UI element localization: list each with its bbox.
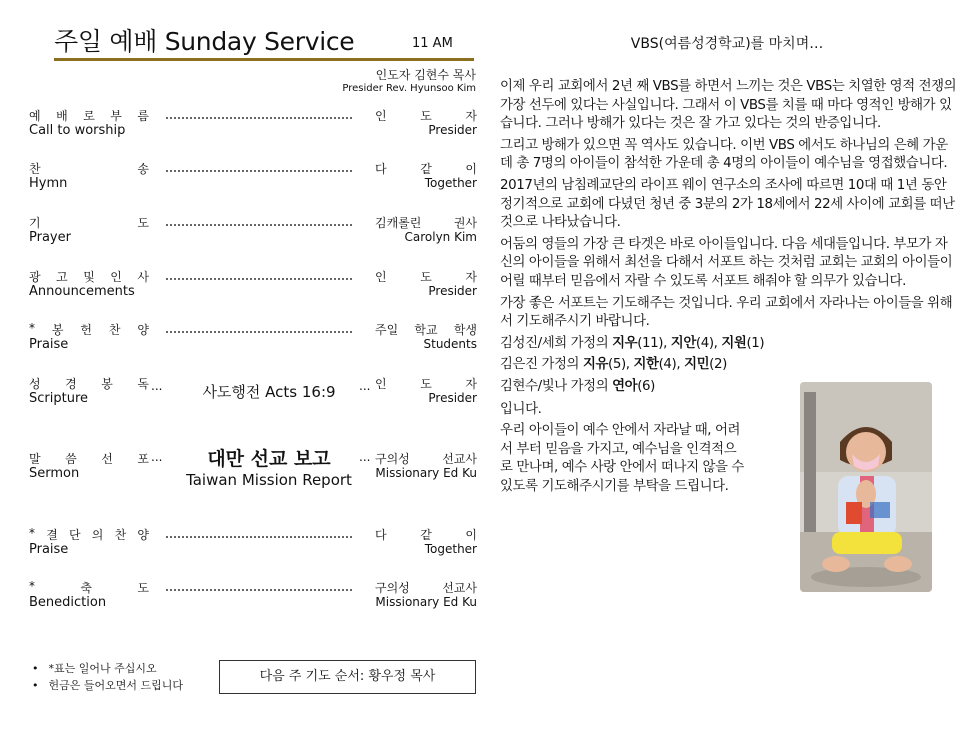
leader-en: Presider [428,391,477,405]
title-divider [54,58,474,61]
family-name: 김성진/세희 가정의 [500,335,613,351]
leader-en: Carolyn Kim [404,230,477,244]
article-paragraph: 가장 좋은 서포트는 기도해주는 것입니다. 우리 교회에서 자라나는 아이들을 위해서 기도해주시기 바랍니다. [500,295,953,330]
family-name: 김현수/빛나 가정의 [500,378,613,394]
dot-leader [165,274,353,283]
child-age: (11) [637,335,664,351]
order-item-en: Prayer [29,230,71,245]
child-age: (1) [746,335,765,351]
note-stand: • *표는 일어나 주십시오 [32,660,183,677]
order-row [29,375,477,415]
order-item-ko: 성 경 봉 독 [29,377,149,391]
leader-ko: 인 도 자 [375,377,477,391]
order-item-en: Praise [29,337,69,352]
order-row [29,321,477,361]
child-age: (6) [637,378,655,394]
leader-ko: 김캐롤린 권사 [375,216,477,230]
presider-en: Presider Rev. Hyunsoo Kim [342,83,476,94]
article-paragraph: 그리고 방해가 있으면 꼭 역사도 있습니다. 이번 VBS 에서도 하나님의 은혜 가운데 총 7명의 아이들이 참석한 가운데 총 4명의 아이들이 예수님을 영접했습니다. [500,137,948,172]
leader-ko: 주일 학교 학생 [375,323,477,337]
order-item-ko: 광 고 및 인 사 [29,270,149,284]
presider-ko: 인도자 김현수 목사 [375,68,476,82]
child-name: 연아 [612,378,638,394]
dot-leader [165,113,353,122]
order-row [29,526,477,566]
order-row [29,214,477,254]
presider-block [342,66,476,94]
leader-ko: 구의성 선교사 [375,581,477,595]
order-item-ko: * 축 도 [29,579,149,595]
dot-leader [165,327,353,336]
leader-en: Presider [428,284,477,298]
order-item-en: Sermon [29,466,80,481]
leader-ko: 인 도 자 [375,109,477,123]
child-age: (5) [608,357,626,373]
child-age: (2) [709,357,727,373]
leader-ko: 구의성 선교사 [375,452,477,466]
leader-ko: 다 같 이 [375,162,477,176]
family-line: 김성진/세희 가정의 지우(11), 지안(4), 지원(1) [500,335,765,351]
leader-en: Missionary Ed Ku [375,595,477,609]
leader-en: Missionary Ed Ku [375,466,477,480]
ellipsis: ... [359,379,371,393]
family-line: 김은진 가정의 지유(5), 지한(4), 지민(2) [500,357,727,373]
child-name: 지한 [633,357,659,373]
child-praying-photo [800,382,932,592]
leader-en: Together [424,542,477,556]
ellipsis: ... [151,379,163,393]
order-item-en: Announcements [29,284,135,299]
leader-en: Students [423,337,477,351]
article-paragraph: 이제 우리 교회에서 2년 째 VBS를 하면서 느끼는 것은 VBS는 치열한 영적 전쟁의 가장 선두에 있다는 사실입니다. 그래서 이 VBS를 치를 때 마다 영적인 방해가 있습니다. 그러나 방해가 있다는 것은 잘 가고 있다는 것의 반증입니다. [500,79,957,132]
child-name: 지유 [582,357,609,373]
leader-ko: 다 같 이 [375,528,477,542]
dot-leader [165,585,353,594]
order-row [29,450,477,490]
order-item-en: Call to worship [29,123,126,138]
service-time: 11 AM [412,36,453,51]
family-name: 김은진 가정의 [500,357,583,373]
child-age: (4) [695,335,714,351]
order-item-ko: * 결 단 의 찬 양 [29,526,149,542]
order-row [29,579,477,619]
article-paragraph: 어둠의 영들의 가장 큰 타겟은 바로 아이들입니다. 다음 세대들입니다. 부모가 자신의 아이들을 위해서 최선을 다해서 서포트 하는 것처럼 교회는 교회의 아이들이 어릴 때부터 믿음에서 자랄 수 있도록 서포트 해줘야 할 의무가 있습니다. [500,236,953,289]
leader-en: Presider [428,123,477,137]
sermon-title: 대만 선교 보고 [207,448,331,470]
closing-paragraph: 우리 아이들이 예수 안에서 자라날 때, 어려서 부터 믿음을 가지고, 예수님을 인격적으로 만나며, 예수 사랑 안에서 떠나지 않을 수 있도록 기도해주시기를 부탁을 드립니다. [500,423,744,494]
order-item-en: Benediction [29,595,107,610]
child-name: 지민 [684,357,710,373]
order-item-en: Hymn [29,176,68,191]
leader-en: Together [424,176,477,190]
child-name: 지안 [670,335,696,351]
order-item-ko: 기 도 [29,216,149,230]
page-title: 주일 예배 Sunday Service [54,27,355,56]
order-item-ko: 예 배 로 부 름 [29,109,149,123]
ellipsis: ... [151,450,163,464]
order-row [29,268,477,308]
dot-leader [165,220,353,229]
child-age: (4) [658,357,677,373]
order-row [29,160,477,200]
order-item-ko: 찬 송 [29,162,149,176]
article-paragraph: 2017년의 남침례교단의 라이프 웨이 연구소의 조사에 따르면 10대 때 1년 동안 정기적으로 교회에 다녔던 청년 중 3분의 2가 18세에서 22세 사이에 교회를 떠난 것으로 나타났습니다. [500,177,955,231]
sermon-title-en: Taiwan Mission Report [186,471,352,489]
order-item-ko: 말 씀 선 포 [29,452,149,466]
ellipsis: ... [359,450,371,464]
family-suffix: 입니다. [500,401,542,417]
note-offering: • 헌금은 들어오면서 드립니다 [32,677,183,694]
order-item-en: Praise [29,542,69,557]
order-item-en: Scripture [29,391,89,406]
dot-leader [165,166,353,175]
scripture-reference: 사도행전 Acts 16:9 [202,383,336,401]
next-prayer-box: 다음 주 기도 순서: 황우정 목사 [219,660,476,694]
order-row [29,107,477,147]
leader-ko: 인 도 자 [375,270,477,284]
child-name: 지우 [612,335,638,351]
child-praying-image [800,382,932,592]
notes [32,660,183,694]
dot-leader [165,532,353,541]
order-item-ko: * 봉 헌 찬 양 [29,321,149,337]
article-title: VBS(여름성경학교)를 마치며… [630,36,824,52]
child-name: 지원 [721,335,747,351]
